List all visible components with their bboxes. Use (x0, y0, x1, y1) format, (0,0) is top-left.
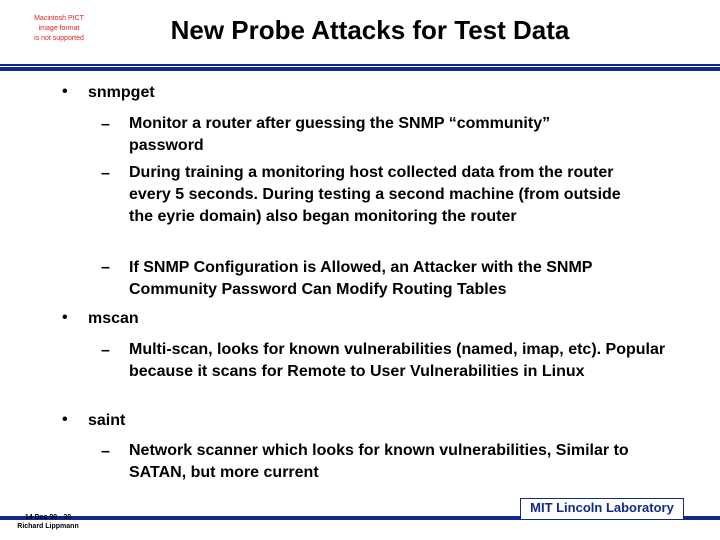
title-rule-thick (0, 67, 720, 71)
bullet-glyph: • (62, 309, 68, 326)
footer-organization: MIT Lincoln Laboratory (530, 500, 674, 515)
bullet-glyph: • (62, 83, 68, 100)
slide-title: New Probe Attacks for Test Data (170, 15, 570, 45)
bullet-glyph: • (62, 411, 68, 428)
placeholder-line-2: image format (38, 25, 80, 32)
bullet-label-saint: saint (88, 412, 126, 429)
placeholder-line-1: Macintosh PICT (34, 15, 84, 22)
dash-glyph: – (101, 165, 110, 182)
dash-glyph: – (101, 443, 110, 460)
subitem-snmpget-3: If SNMP Configuration is Allowed, an Attacker with the SNMP Community Password Can Modify Routing Tables (129, 259, 593, 298)
footer-author: Richard Lippmann (17, 523, 79, 530)
dash-glyph: – (101, 342, 110, 359)
bullet-label-mscan: mscan (88, 310, 139, 327)
placeholder-line-3: is not supported (34, 35, 84, 42)
dash-glyph: – (101, 259, 110, 276)
bullet-label-snmpget: snmpget (88, 84, 155, 101)
subitem-snmpget-1: Monitor a router after guessing the SNMP “community” password (129, 115, 551, 154)
unsupported-image-placeholder (22, 14, 96, 44)
footer-slide-info (8, 513, 88, 531)
subitem-mscan-1: Multi-scan, looks for known vulnerabilities (named, imap, etc). Popular because it scans for Remote to User Vulnerabilities in Linux (129, 341, 666, 380)
subitem-snmpget-2: During training a monitoring host collected data from the router every 5 seconds. During testing a second machine (from outside the eyrie domain) also began monitoring the router (129, 164, 621, 225)
footer-slide-number: 14 Dec 99 - 30 (24, 514, 72, 521)
title-rule-thin (0, 64, 720, 66)
subitem-saint-1: Network scanner which looks for known vulnerabilities, Similar to SATAN, but more current (129, 442, 629, 481)
dash-glyph: – (101, 116, 110, 133)
